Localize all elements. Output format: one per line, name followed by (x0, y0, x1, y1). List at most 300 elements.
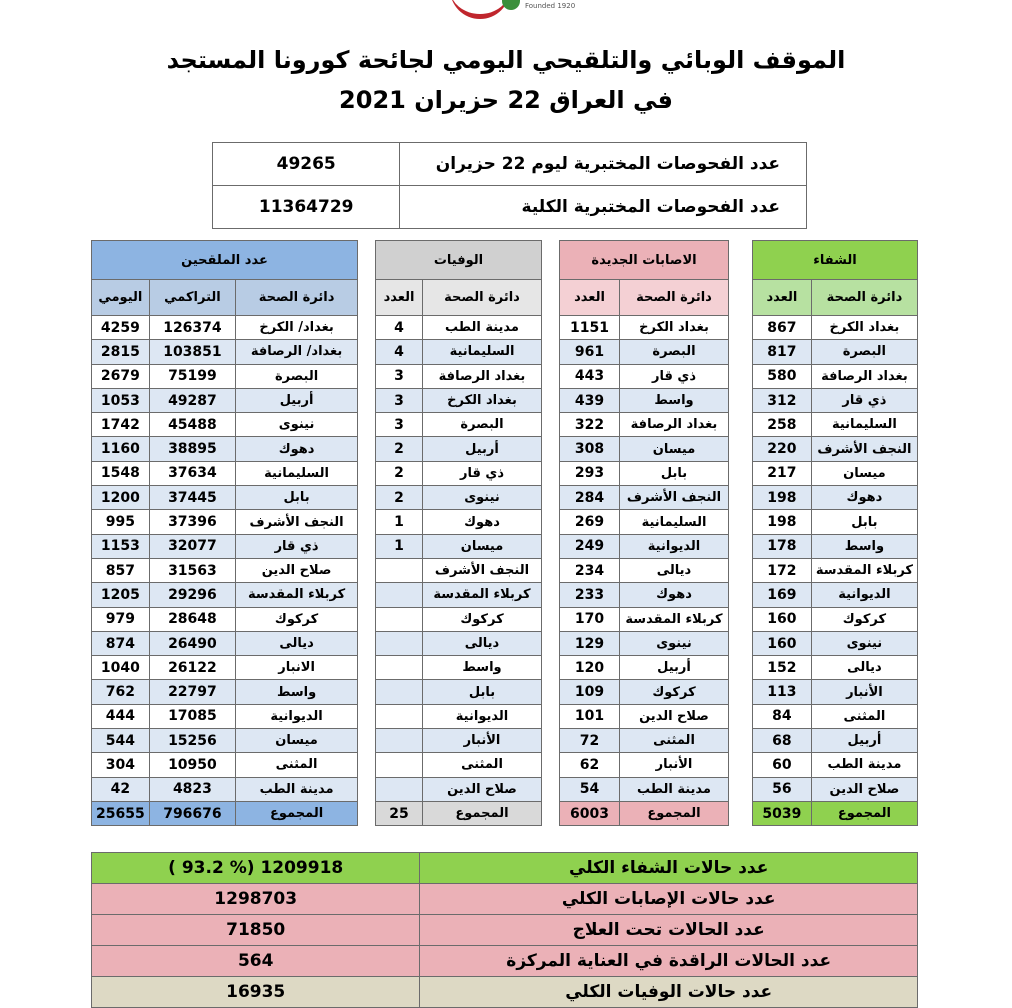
new-cases-count-cell: 234 (560, 558, 620, 582)
recovered-dept-cell: أربيل (811, 729, 917, 753)
recovered-row (753, 704, 918, 728)
summary-value: 16935 (92, 977, 420, 1008)
vaccinated-row (92, 461, 358, 485)
new-cases-row (560, 558, 729, 582)
new-cases-dept-cell: كربلاء المقدسة (620, 607, 729, 631)
new-cases-count-cell: 233 (560, 583, 620, 607)
recovered-total-label: المجموع (811, 801, 917, 825)
new-cases-row (560, 534, 729, 558)
new-cases-count-cell: 170 (560, 607, 620, 631)
summary-table (91, 852, 918, 1008)
vaccinated-dept-cell: المثنى (236, 753, 358, 777)
deaths-count-cell (376, 777, 423, 801)
recovered-count-cell: 169 (753, 583, 812, 607)
vaccinated-total-cum: 796676 (149, 801, 235, 825)
deaths-count-cell: 2 (376, 486, 423, 510)
new-cases-count-cell: 269 (560, 510, 620, 534)
vaccinated-row (92, 777, 358, 801)
summary-row (92, 977, 918, 1008)
deaths-row (376, 656, 542, 680)
summary-value: 564 (92, 946, 420, 977)
deaths-count-cell (376, 607, 423, 631)
recovered-count-cell: 312 (753, 388, 812, 412)
deaths-row (376, 413, 542, 437)
new-cases-count-cell: 101 (560, 704, 620, 728)
new-cases-dept-cell: السليمانية (620, 510, 729, 534)
recovered-count-cell: 152 (753, 656, 812, 680)
deaths-dept-cell: نينوى (423, 486, 542, 510)
deaths-total-row (376, 801, 542, 825)
deaths-row (376, 607, 542, 631)
new-cases-dept-cell: البصرة (620, 340, 729, 364)
vaccinated-dept-cell: نينوى (236, 413, 358, 437)
new-cases-row (560, 340, 729, 364)
vaccinated-daily-cell: 2679 (92, 364, 150, 388)
vaccinated-dept-cell: بابل (236, 486, 358, 510)
ministry-logo (420, 0, 600, 18)
deaths-dept-cell: ذي قار (423, 461, 542, 485)
vaccinated-row (92, 486, 358, 510)
recovered-row (753, 364, 918, 388)
deaths-title: الوفيات (376, 241, 542, 280)
new-cases-count-cell: 961 (560, 340, 620, 364)
vaccinated-row (92, 388, 358, 412)
new-cases-row (560, 753, 729, 777)
lab-tests-row (213, 186, 807, 229)
summary-row (92, 853, 918, 884)
recovered-col-dept: دائرة الصحة (811, 280, 917, 316)
recovered-row (753, 461, 918, 485)
new-cases-dept-cell: صلاح الدين (620, 704, 729, 728)
new-cases-count-cell: 322 (560, 413, 620, 437)
recovered-count-cell: 178 (753, 534, 812, 558)
deaths-row (376, 680, 542, 704)
vaccinated-row (92, 607, 358, 631)
new-cases-count-cell: 1151 (560, 316, 620, 340)
vaccinated-cum-cell: 37634 (149, 461, 235, 485)
recovered-row (753, 437, 918, 461)
recovered-dept-cell: الأنبار (811, 680, 917, 704)
new-cases-count-cell: 129 (560, 631, 620, 655)
new-cases-dept-cell: النجف الأشرف (620, 486, 729, 510)
summary-label: عدد حالات الإصابات الكلي (420, 884, 918, 915)
lab-tests-label: عدد الفحوصات المختبرية الكلية (400, 186, 807, 229)
recovered-count-cell: 113 (753, 680, 812, 704)
vaccinated-daily-cell: 874 (92, 631, 150, 655)
deaths-count-cell: 1 (376, 510, 423, 534)
vaccinated-daily-cell: 2815 (92, 340, 150, 364)
vaccinated-daily-cell: 544 (92, 729, 150, 753)
recovered-count-cell: 68 (753, 729, 812, 753)
recovered-dept-cell: صلاح الدين (811, 777, 917, 801)
deaths-dept-cell: واسط (423, 656, 542, 680)
new-cases-dept-cell: نينوى (620, 631, 729, 655)
vaccinated-dept-cell: بغداد/ الكرخ (236, 316, 358, 340)
deaths-row (376, 388, 542, 412)
vaccinated-dept-cell: كربلاء المقدسة (236, 583, 358, 607)
new-cases-col-dept: دائرة الصحة (620, 280, 729, 316)
deaths-dept-cell: صلاح الدين (423, 777, 542, 801)
summary-row (92, 946, 918, 977)
recovered-dept-cell: واسط (811, 534, 917, 558)
vaccinated-cum-cell: 37445 (149, 486, 235, 510)
vaccinated-cum-cell: 26122 (149, 656, 235, 680)
vaccinated-cum-cell: 45488 (149, 413, 235, 437)
recovered-row (753, 510, 918, 534)
deaths-dept-cell: النجف الأشرف (423, 558, 542, 582)
vaccinated-dept-cell: بغداد/ الرصافة (236, 340, 358, 364)
deaths-dept-cell: المثنى (423, 753, 542, 777)
new-cases-dept-cell: المثنى (620, 729, 729, 753)
recovered-row (753, 413, 918, 437)
vaccinated-cum-cell: 28648 (149, 607, 235, 631)
vaccinated-dept-cell: ذي قار (236, 534, 358, 558)
recovered-count-cell: 160 (753, 631, 812, 655)
new-cases-row (560, 437, 729, 461)
new-cases-row (560, 631, 729, 655)
vaccinated-daily-cell: 995 (92, 510, 150, 534)
deaths-table (375, 240, 542, 826)
recovered-row (753, 558, 918, 582)
new-cases-row (560, 777, 729, 801)
vaccinated-dept-cell: صلاح الدين (236, 558, 358, 582)
vaccinated-col-dept: دائرة الصحة (236, 280, 358, 316)
vaccinated-daily-cell: 4259 (92, 316, 150, 340)
vaccinated-dept-cell: واسط (236, 680, 358, 704)
vaccinated-dept-cell: ميسان (236, 729, 358, 753)
recovered-dept-cell: كركوك (811, 607, 917, 631)
vaccinated-dept-cell: الديوانية (236, 704, 358, 728)
deaths-row (376, 631, 542, 655)
deaths-count-cell (376, 729, 423, 753)
vaccinated-cum-cell: 17085 (149, 704, 235, 728)
deaths-count-cell (376, 753, 423, 777)
logo-leaf-icon (502, 0, 520, 10)
logo-founded-text: Founded 1920 (525, 2, 576, 10)
recovered-total-row (753, 801, 918, 825)
vaccinated-row (92, 534, 358, 558)
recovered-row (753, 534, 918, 558)
recovered-row (753, 583, 918, 607)
new-cases-count-cell: 293 (560, 461, 620, 485)
recovered-dept-cell: الديوانية (811, 583, 917, 607)
new-cases-count-cell: 54 (560, 777, 620, 801)
deaths-dept-cell: كربلاء المقدسة (423, 583, 542, 607)
new-cases-row (560, 510, 729, 534)
deaths-row (376, 729, 542, 753)
deaths-row (376, 510, 542, 534)
page-title (0, 40, 1012, 120)
vaccinated-dept-cell: مدينة الطب (236, 777, 358, 801)
summary-value: 1209918 (% 93.2 ) (92, 853, 420, 884)
title-line-1: الموقف الوبائي والتلقيحي اليومي لجائحة كورونا المستجد (166, 46, 846, 74)
recovered-count-cell: 217 (753, 461, 812, 485)
vaccinated-row (92, 340, 358, 364)
recovered-count-cell: 258 (753, 413, 812, 437)
lab-tests-table (212, 142, 807, 229)
recovered-dept-cell: ديالى (811, 656, 917, 680)
vaccinated-dept-cell: النجف الأشرف (236, 510, 358, 534)
vaccinated-cum-cell: 15256 (149, 729, 235, 753)
recovered-col-count: العدد (753, 280, 812, 316)
vaccinated-daily-cell: 979 (92, 607, 150, 631)
recovered-dept-cell: بابل (811, 510, 917, 534)
new-cases-row (560, 486, 729, 510)
deaths-dept-cell: دهوك (423, 510, 542, 534)
vaccinated-cum-cell: 126374 (149, 316, 235, 340)
deaths-dept-cell: بغداد الكرخ (423, 388, 542, 412)
vaccinated-daily-cell: 857 (92, 558, 150, 582)
new-cases-table (559, 240, 729, 826)
new-cases-row (560, 413, 729, 437)
recovered-dept-cell: ذي قار (811, 388, 917, 412)
recovered-count-cell: 580 (753, 364, 812, 388)
deaths-dept-cell: مدينة الطب (423, 316, 542, 340)
new-cases-count-cell: 443 (560, 364, 620, 388)
recovered-row (753, 486, 918, 510)
vaccinated-row (92, 510, 358, 534)
deaths-dept-cell: ديالى (423, 631, 542, 655)
deaths-row (376, 704, 542, 728)
new-cases-count-cell: 284 (560, 486, 620, 510)
logo-arc-icon (450, 0, 510, 19)
vaccinated-daily-cell: 1205 (92, 583, 150, 607)
new-cases-row (560, 388, 729, 412)
deaths-count-cell: 3 (376, 413, 423, 437)
vaccinated-total-row (92, 801, 358, 825)
new-cases-count-cell: 439 (560, 388, 620, 412)
new-cases-row (560, 583, 729, 607)
vaccinated-row (92, 704, 358, 728)
vaccinated-row (92, 631, 358, 655)
vaccinated-cum-cell: 32077 (149, 534, 235, 558)
vaccinated-col-daily: اليومي (92, 280, 150, 316)
new-cases-row (560, 729, 729, 753)
vaccinated-cum-cell: 75199 (149, 364, 235, 388)
new-cases-dept-cell: واسط (620, 388, 729, 412)
vaccinated-cum-cell: 22797 (149, 680, 235, 704)
new-cases-dept-cell: ميسان (620, 437, 729, 461)
deaths-count-cell: 4 (376, 340, 423, 364)
title-line-2: في العراق 22 حزيران 2021 (339, 86, 673, 114)
deaths-count-cell: 3 (376, 364, 423, 388)
new-cases-row (560, 364, 729, 388)
recovered-title: الشفاء (753, 241, 918, 280)
new-cases-row (560, 316, 729, 340)
new-cases-dept-cell: دهوك (620, 583, 729, 607)
deaths-dept-cell: أربيل (423, 437, 542, 461)
new-cases-row (560, 680, 729, 704)
new-cases-total-value: 6003 (560, 801, 620, 825)
vaccinated-daily-cell: 42 (92, 777, 150, 801)
vaccinated-dept-cell: الانبار (236, 656, 358, 680)
recovered-total-value: 5039 (753, 801, 812, 825)
recovered-row (753, 388, 918, 412)
new-cases-count-cell: 308 (560, 437, 620, 461)
deaths-col-count: العدد (376, 280, 423, 316)
vaccinated-daily-cell: 1742 (92, 413, 150, 437)
deaths-count-cell (376, 656, 423, 680)
deaths-row (376, 583, 542, 607)
summary-label: عدد الحالات تحت العلاج (420, 915, 918, 946)
deaths-dept-cell: الأنبار (423, 729, 542, 753)
new-cases-row (560, 461, 729, 485)
recovered-count-cell: 198 (753, 510, 812, 534)
deaths-count-cell (376, 631, 423, 655)
vaccinated-row (92, 437, 358, 461)
recovered-count-cell: 172 (753, 558, 812, 582)
vaccinated-daily-cell: 1160 (92, 437, 150, 461)
recovered-dept-cell: كربلاء المقدسة (811, 558, 917, 582)
new-cases-dept-cell: أربيل (620, 656, 729, 680)
new-cases-dept-cell: بغداد الكرخ (620, 316, 729, 340)
deaths-row (376, 534, 542, 558)
deaths-count-cell: 3 (376, 388, 423, 412)
recovered-dept-cell: بغداد الكرخ (811, 316, 917, 340)
recovered-row (753, 631, 918, 655)
new-cases-row (560, 656, 729, 680)
deaths-row (376, 558, 542, 582)
recovered-row (753, 753, 918, 777)
recovered-row (753, 316, 918, 340)
new-cases-count-cell: 62 (560, 753, 620, 777)
lab-tests-label: عدد الفحوصات المختبرية ليوم 22 حزيران (400, 143, 807, 186)
deaths-count-cell: 4 (376, 316, 423, 340)
vaccinated-dept-cell: البصرة (236, 364, 358, 388)
new-cases-dept-cell: بغداد الرصافة (620, 413, 729, 437)
lab-tests-row (213, 143, 807, 186)
vaccinated-title: عدد الملقحين (92, 241, 358, 280)
new-cases-row (560, 704, 729, 728)
deaths-count-cell (376, 704, 423, 728)
deaths-row (376, 364, 542, 388)
vaccinated-total-label: المجموع (236, 801, 358, 825)
new-cases-dept-cell: مدينة الطب (620, 777, 729, 801)
vaccinated-cum-cell: 10950 (149, 753, 235, 777)
deaths-dept-cell: السليمانية (423, 340, 542, 364)
new-cases-dept-cell: الديوانية (620, 534, 729, 558)
summary-label: عدد الحالات الراقدة في العناية المركزة (420, 946, 918, 977)
deaths-dept-cell: كركوك (423, 607, 542, 631)
recovered-dept-cell: السليمانية (811, 413, 917, 437)
new-cases-row (560, 607, 729, 631)
vaccinated-row (92, 413, 358, 437)
deaths-total-value: 25 (376, 801, 423, 825)
recovered-row (753, 729, 918, 753)
new-cases-dept-cell: الأنبار (620, 753, 729, 777)
vaccinated-row (92, 680, 358, 704)
summary-value: 1298703 (92, 884, 420, 915)
recovered-dept-cell: ميسان (811, 461, 917, 485)
summary-row (92, 915, 918, 946)
vaccinated-daily-cell: 1153 (92, 534, 150, 558)
vaccinated-dept-cell: السليمانية (236, 461, 358, 485)
deaths-dept-cell: الديوانية (423, 704, 542, 728)
deaths-count-cell (376, 680, 423, 704)
new-cases-col-count: العدد (560, 280, 620, 316)
vaccinated-row (92, 583, 358, 607)
vaccinated-daily-cell: 1548 (92, 461, 150, 485)
vaccinated-dept-cell: ديالى (236, 631, 358, 655)
vaccinated-cum-cell: 38895 (149, 437, 235, 461)
vaccinated-daily-cell: 444 (92, 704, 150, 728)
vaccinated-dept-cell: دهوك (236, 437, 358, 461)
deaths-dept-cell: ميسان (423, 534, 542, 558)
recovered-table (752, 240, 918, 826)
new-cases-dept-cell: ذي قار (620, 364, 729, 388)
deaths-row (376, 461, 542, 485)
vaccinated-col-cum: التراكمي (149, 280, 235, 316)
vaccinated-daily-cell: 1200 (92, 486, 150, 510)
new-cases-dept-cell: كركوك (620, 680, 729, 704)
vaccinated-daily-cell: 1040 (92, 656, 150, 680)
new-cases-total-row (560, 801, 729, 825)
recovered-row (753, 680, 918, 704)
vaccinated-row (92, 729, 358, 753)
vaccinated-cum-cell: 37396 (149, 510, 235, 534)
deaths-dept-cell: البصرة (423, 413, 542, 437)
vaccinated-cum-cell: 4823 (149, 777, 235, 801)
lab-tests-value: 49265 (213, 143, 400, 186)
deaths-row (376, 777, 542, 801)
vaccinated-cum-cell: 103851 (149, 340, 235, 364)
deaths-count-cell: 2 (376, 461, 423, 485)
recovered-count-cell: 817 (753, 340, 812, 364)
summary-label: عدد حالات الشفاء الكلي (420, 853, 918, 884)
vaccinated-daily-cell: 762 (92, 680, 150, 704)
vaccinated-total-daily: 25655 (92, 801, 150, 825)
deaths-col-dept: دائرة الصحة (423, 280, 542, 316)
recovered-dept-cell: نينوى (811, 631, 917, 655)
recovered-count-cell: 867 (753, 316, 812, 340)
recovered-dept-cell: دهوك (811, 486, 917, 510)
summary-row (92, 884, 918, 915)
recovered-count-cell: 56 (753, 777, 812, 801)
new-cases-count-cell: 249 (560, 534, 620, 558)
new-cases-title: الاصابات الجديدة (560, 241, 729, 280)
recovered-count-cell: 60 (753, 753, 812, 777)
vaccinated-table (91, 240, 358, 826)
recovered-dept-cell: بغداد الرصافة (811, 364, 917, 388)
deaths-count-cell: 1 (376, 534, 423, 558)
vaccinated-row (92, 364, 358, 388)
deaths-dept-cell: بابل (423, 680, 542, 704)
new-cases-dept-cell: بابل (620, 461, 729, 485)
new-cases-dept-cell: ديالى (620, 558, 729, 582)
deaths-count-cell: 2 (376, 437, 423, 461)
deaths-count-cell (376, 583, 423, 607)
recovered-count-cell: 220 (753, 437, 812, 461)
recovered-count-cell: 84 (753, 704, 812, 728)
new-cases-count-cell: 109 (560, 680, 620, 704)
recovered-row (753, 340, 918, 364)
vaccinated-cum-cell: 29296 (149, 583, 235, 607)
recovered-count-cell: 198 (753, 486, 812, 510)
new-cases-count-cell: 120 (560, 656, 620, 680)
vaccinated-daily-cell: 304 (92, 753, 150, 777)
deaths-row (376, 316, 542, 340)
vaccinated-dept-cell: أربيل (236, 388, 358, 412)
recovered-row (753, 656, 918, 680)
deaths-dept-cell: بغداد الرصافة (423, 364, 542, 388)
recovered-row (753, 607, 918, 631)
deaths-row (376, 437, 542, 461)
summary-label: عدد حالات الوفيات الكلي (420, 977, 918, 1008)
deaths-row (376, 486, 542, 510)
vaccinated-row (92, 753, 358, 777)
deaths-row (376, 753, 542, 777)
lab-tests-value: 11364729 (213, 186, 400, 229)
